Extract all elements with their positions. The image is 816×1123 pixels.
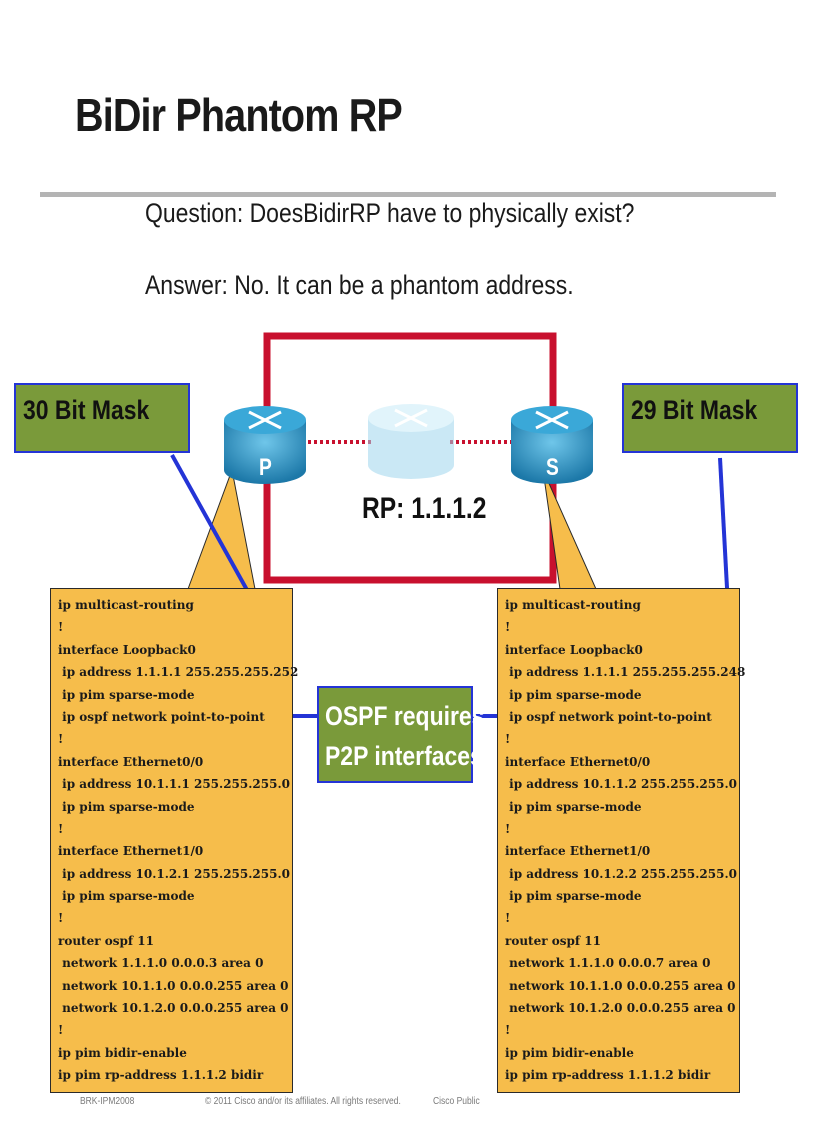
config-line: network 10.1.1.0 0.0.0.255 area 0 [505, 978, 736, 993]
router-s-config [497, 588, 746, 1093]
slide-title: BiDir Phantom RP [75, 89, 402, 141]
config-line: ip ospf network point-to-point [505, 709, 712, 724]
config-line: ! [505, 821, 511, 836]
right-mask-label: 29 Bit Mask [631, 395, 758, 425]
left-mask-label: 30 Bit Mask [23, 395, 150, 425]
config-line: network 1.1.1.0 0.0.0.3 area 0 [58, 956, 264, 971]
config-line: ip ospf network point-to-point [58, 709, 265, 724]
config-line: router ospf 11 [58, 933, 154, 948]
config-line: ! [505, 911, 511, 926]
router-p-label: P [259, 454, 272, 481]
config-line: ip multicast-routing [58, 598, 194, 612]
config-line: ! [58, 732, 64, 747]
router-s-label: S [546, 454, 559, 481]
config-line: ! [58, 911, 64, 926]
config-line: ip address 1.1.1.1 255.255.255.248 [505, 665, 746, 680]
router-p-config [50, 588, 299, 1093]
config-line: ip pim sparse-mode [58, 889, 195, 904]
config-line: router ospf 11 [505, 933, 601, 948]
footer-copyright: © 2011 Cisco and/or its affiliates. All rights reserved. [205, 1096, 401, 1107]
ospf-note-line-1: OSPF requires [325, 701, 485, 731]
question-text: Question: DoesBidirRP have to physically exist? [145, 198, 635, 228]
config-line: ! [505, 1023, 511, 1038]
config-line: ip pim sparse-mode [505, 889, 642, 904]
config-line: interface Loopback0 [58, 642, 196, 657]
rp-address-label: RP: 1.1.1.2 [362, 492, 487, 525]
config-line: network 1.1.1.0 0.0.0.7 area 0 [505, 956, 711, 971]
config-line: ip pim bidir-enable [505, 1045, 634, 1060]
config-line: ! [58, 1023, 64, 1038]
config-line: ip pim sparse-mode [58, 799, 195, 814]
footer-session-id: BRK-IPM2008 [80, 1096, 135, 1107]
ospf-p2p-note [317, 686, 485, 783]
config-line: interface Ethernet0/0 [58, 754, 204, 769]
config-line: ip address 10.1.2.1 255.255.255.0 [58, 866, 290, 881]
config-line: network 10.1.1.0 0.0.0.255 area 0 [58, 978, 289, 993]
config-line: ip pim bidir-enable [58, 1045, 187, 1060]
right-mask-box [622, 383, 798, 453]
config-line: ip address 10.1.2.2 255.255.255.0 [505, 866, 737, 881]
config-line: ! [58, 821, 64, 836]
config-line: ip address 10.1.1.1 255.255.255.0 [58, 777, 290, 792]
config-line: interface Ethernet0/0 [505, 754, 651, 769]
config-line: network 10.1.2.0 0.0.0.255 area 0 [58, 1001, 289, 1016]
config-line: ip pim sparse-mode [505, 799, 642, 814]
phantom-rp-router-icon [368, 404, 454, 479]
config-line: ! [58, 620, 64, 635]
ospf-note-line-2: P2P interfaces [325, 741, 483, 771]
config-line: interface Ethernet1/0 [58, 844, 204, 859]
config-line: ! [505, 620, 511, 635]
config-line: ip pim sparse-mode [505, 687, 642, 702]
config-line: interface Loopback0 [505, 642, 643, 657]
footer-classification: Cisco Public [433, 1096, 480, 1107]
config-line: ip multicast-routing [505, 598, 641, 612]
answer-text: Answer: No. It can be a phantom address. [145, 270, 574, 300]
config-line: network 10.1.2.0 0.0.0.255 area 0 [505, 1001, 736, 1016]
config-line: ! [505, 732, 511, 747]
config-line: ip address 1.1.1.1 255.255.255.252 [58, 665, 299, 680]
config-line: ip pim sparse-mode [58, 687, 195, 702]
config-line: interface Ethernet1/0 [505, 844, 651, 859]
left-mask-box [14, 383, 190, 453]
config-line: ip pim rp-address 1.1.1.2 bidir [58, 1068, 264, 1083]
left-callout-tail [188, 470, 255, 589]
config-line: ip address 10.1.1.2 255.255.255.0 [505, 777, 737, 792]
config-line: ip pim rp-address 1.1.1.2 bidir [505, 1068, 711, 1083]
